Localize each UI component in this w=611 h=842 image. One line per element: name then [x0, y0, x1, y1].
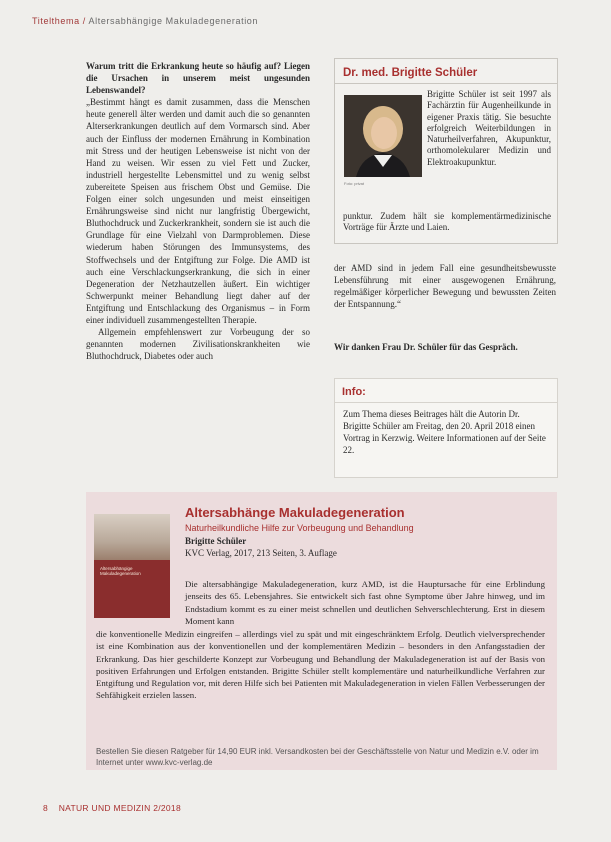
book-publication-info: KVC Verlag, 2017, 213 Seiten, 3. Auflage: [185, 548, 337, 558]
photo-credit: Foto: privat: [344, 181, 365, 186]
interview-answer-paragraph-2: Allgemein empfehlenswert zur Vorbeugung der so genannten modernen Zivilisationskrankheiten wie Bluthochdruck, Diabetes oder auch: [86, 327, 310, 362]
interview-answer-continued: der AMD sind in jedem Fall eine gesundheitsbewusste Lebensführung mit einer ausgewogenen Ernährung, regelmäßiger körperlicher Bewegung und bewussten Zeiten der Entspannung.“: [334, 263, 556, 309]
page-number: 8: [43, 803, 49, 813]
info-text: Zum Thema dieses Beitrages hält die Autorin Dr. Brigitte Schüler am Freitag, den 20. April 2018 einen Vortrag in Kerzwig. Weitere Informationen auf der Seite 22.: [343, 409, 546, 455]
interview-answer-paragraph-1: „Bestimmt hängt es damit zusammen, dass die Menschen heute generell älter werden und damit auch die so genannten Alterserkrankungen deutlich auf dem Vormarsch sind. Aber auch der Einfluss der modernen Ernährung in Kombination mit Stress und der heutigen Lebensweise ist nicht von der Hand zu weisen. Wir essen zu viel Fett und Zucker, industriell hergestellte Lebensmittel und zu wenig selbst zubereitete Speisen aus frischem Obst und Gemüse. Die Folgen einer solch ungesunden und meist einseitigen Ernährungsweise sind nicht nur langfristig Übergewicht, Bluthochdruck und Zuckerkrankheit, sondern sie ist auch die Grundlage für eine Vielzahl von Darmproblemen. Diese wiederum haben Störungen des Immunsystems, des Stoffwechsels und der Entgiftung zur Folge. Die AMD ist auch eine Verschlackungserkrankung, die sich in einer Degeneration der Netzhautzellen äußert. Ein wichtiger Schwerpunkt meiner Behandlung liegt daher auf der Entgiftung und Entschlackung des Organismus – in Form einer individuell zusammengestellten Therapie.: [86, 97, 310, 325]
publication-name: NATUR UND MEDIZIN 2/2018: [58, 803, 181, 813]
book-author: Brigitte Schüler: [185, 536, 247, 546]
author-portrait-image: [344, 95, 422, 177]
info-title: Info:: [342, 386, 366, 398]
section-topic: Altersabhängige Makuladegeneration: [88, 16, 259, 26]
info-divider: [335, 402, 557, 403]
book-order-info: Bestellen Sie diesen Ratgeber für 14,90 EUR inkl. Versandkosten bei der Geschäftsstelle von Natur und Medizin e.V. oder im Internet unter www.kvc-verlag.de: [96, 747, 539, 767]
book-cover-title: Altersabhängige Makuladegeneration: [100, 566, 141, 576]
book-title: Altersabhänge Makuladegeneration: [185, 505, 405, 520]
interview-thanks: Wir danken Frau Dr. Schüler für das Gespräch.: [334, 342, 518, 352]
book-description-continued: die konventionelle Medizin eingreifen – allerdings viel zu spät und mit eingeschränktem Erfolg. Deutlich vielversprechender ist eine Kombination aus der konventionellen und der komplementären Medizin – besonders in den Anfangsstadien der Erkrankung. Das hier geschilderte Konzept zur Vorbeugung und Behandlung der Makuladegeneration ist auf der Basis von positiven Erfahrungen und Erfolgen entstanden. Brigitte Schüler stellt komplementäre und naturheilkundliche Verfahren zur Entgiftung und Regulation vor, mit deren Hilfe sich bei Patienten mit Makuladegeneration in vielen Fällen Verbesserungen der Sehfähigkeit erzielen lassen.: [96, 629, 545, 701]
book-subtitle: Naturheilkundliche Hilfe zur Vorbeugung und Behandlung: [185, 523, 414, 533]
section-name: Titelthema: [32, 16, 80, 26]
book-recommendation-box: [86, 492, 557, 770]
section-header: [32, 16, 258, 26]
bio-text-continued: punktur. Zudem hält sie komplementärmedizinische Vorträge für Ärzte und Laien.: [343, 211, 551, 233]
book-description: Die altersabhängige Makuladegeneration, kurz AMD, ist die Hauptursache für eine Erblindung jenseits des 65. Lebensjahres. Sie entwickelt sich fast ohne Symptome über Jahre hinweg, und im Endstadium kommt es zu einer meist schnellen und deutlichen Sehverschlechterung. Erst in diesem Moment kann: [185, 579, 545, 626]
page-footer: [43, 803, 181, 813]
interview-question: Warum tritt die Erkrankung heute so häufig auf? Liegen die Ursachen in unserem meist ungesunden Lebenswandel?: [86, 61, 310, 96]
interview-left-column: [86, 60, 310, 362]
book-cover-photo: [94, 514, 170, 560]
book-cover-image: [94, 514, 170, 618]
author-photo: [344, 95, 422, 177]
info-box: [334, 378, 558, 478]
author-bio-box: [334, 58, 558, 244]
bio-text: Brigitte Schüler ist seit 1997 als Fachärztin für Augenheilkunde in eigener Praxis tätig. Sie besuchte erfolgreich Weiterbildungen in Naturheilverfahren, Akupunktur, orthomolekularer Medizin und Elektroakupunktur.: [427, 89, 551, 167]
bio-divider: [335, 83, 557, 84]
bio-title: Dr. med. Brigitte Schüler: [343, 67, 478, 79]
section-separator: /: [82, 16, 86, 26]
